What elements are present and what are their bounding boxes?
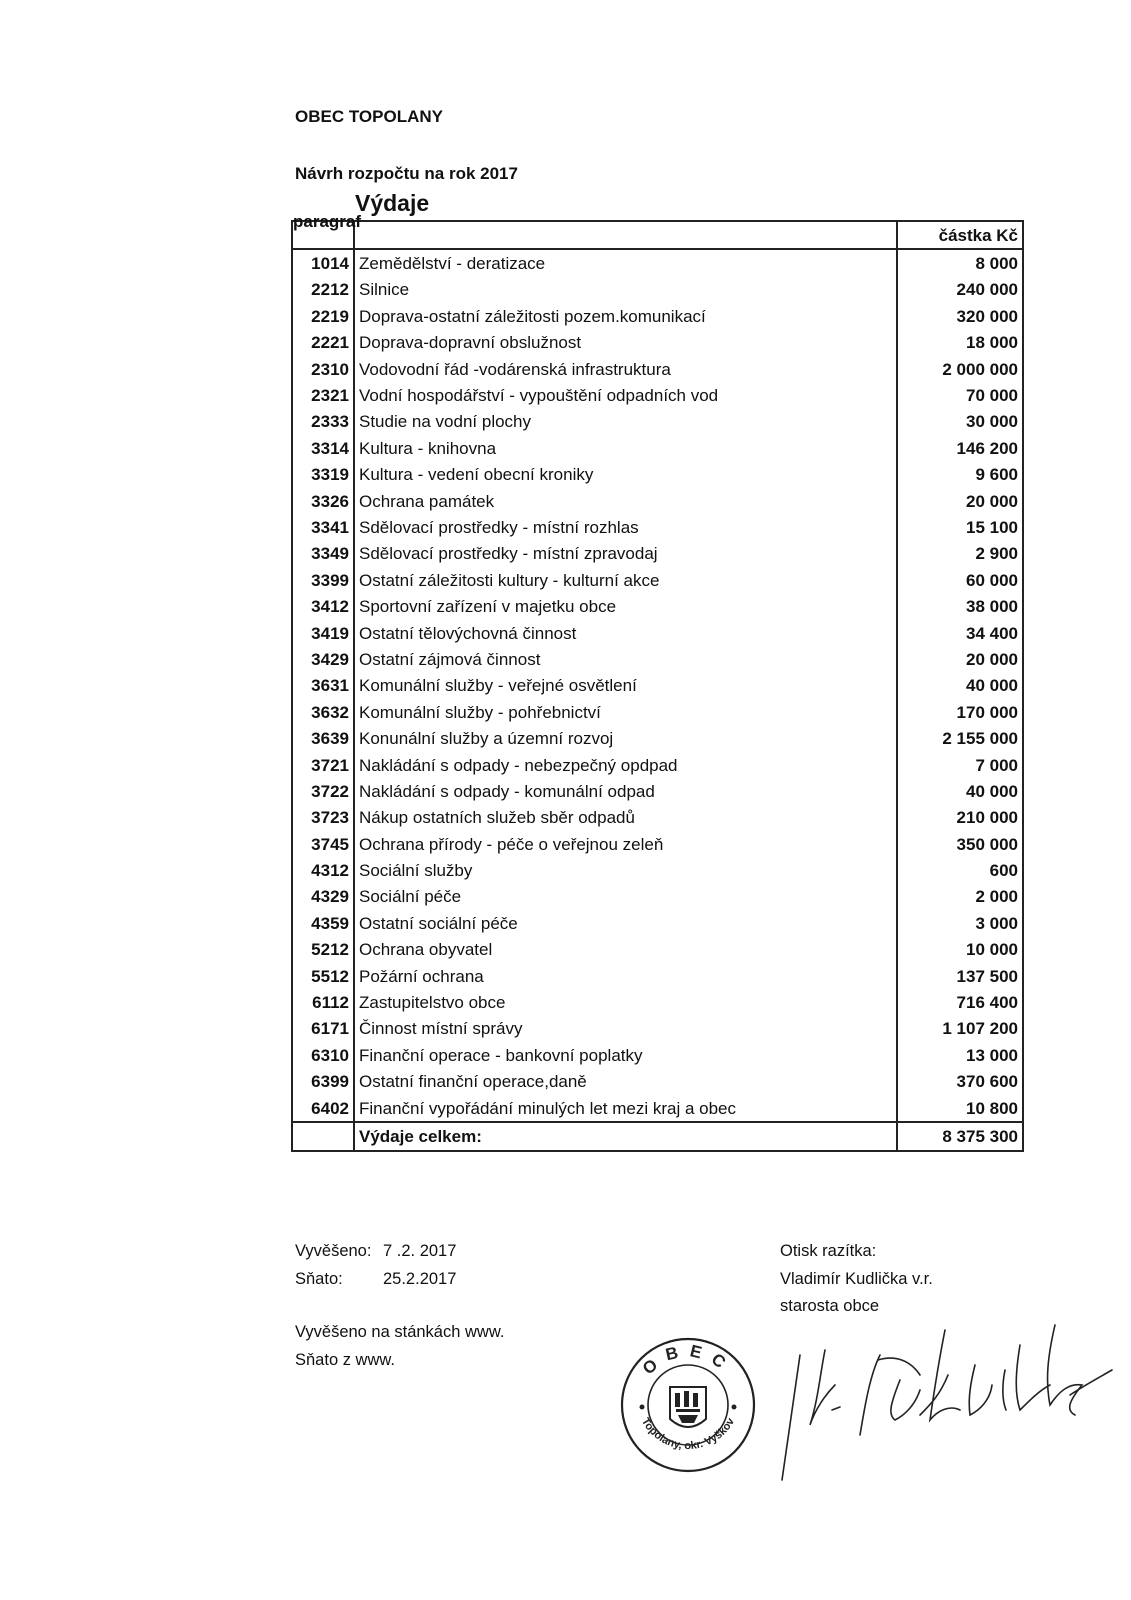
table-row — [292, 435, 1023, 461]
row-name: Finanční operace - bankovní poplatky — [354, 1042, 897, 1068]
posted-row — [295, 1238, 504, 1266]
row-amount: 7 000 — [897, 752, 1023, 778]
section-title: Výdaje — [355, 190, 430, 216]
row-code: 2321 — [292, 382, 354, 408]
header-name-cell — [354, 221, 897, 249]
row-amount: 18 000 — [897, 330, 1023, 356]
table-row — [292, 910, 1023, 936]
row-amount: 716 400 — [897, 989, 1023, 1015]
row-code: 3341 — [292, 514, 354, 540]
row-name: Požární ochrana — [354, 963, 897, 989]
row-code: 1014 — [292, 249, 354, 276]
row-name: Doprava-dopravní obslužnost — [354, 330, 897, 356]
stamp-label: Otisk razítka: — [780, 1242, 877, 1260]
row-amount: 320 000 — [897, 303, 1023, 329]
table-row — [292, 462, 1023, 488]
row-amount: 20 000 — [897, 488, 1023, 514]
signature-info — [780, 1238, 933, 1321]
row-code: 3631 — [292, 673, 354, 699]
row-name: Komunální služby - veřejné osvětlení — [354, 673, 897, 699]
row-code: 3429 — [292, 646, 354, 672]
table-row — [292, 277, 1023, 303]
row-name: Zastupitelstvo obce — [354, 989, 897, 1015]
row-code: 6171 — [292, 1016, 354, 1042]
total-row — [292, 1122, 1023, 1150]
row-name: Nakládání s odpady - nebezpečný opdpad — [354, 752, 897, 778]
row-code: 6310 — [292, 1042, 354, 1068]
row-amount: 30 000 — [897, 409, 1023, 435]
table-row — [292, 593, 1023, 619]
row-amount: 3 000 — [897, 910, 1023, 936]
row-amount: 38 000 — [897, 593, 1023, 619]
row-name: Sdělovací prostředky - místní rozhlas — [354, 514, 897, 540]
row-code: 2219 — [292, 303, 354, 329]
row-name: Činnost místní správy — [354, 1016, 897, 1042]
table-row — [292, 382, 1023, 408]
table-row — [292, 752, 1023, 778]
row-name: Silnice — [354, 277, 897, 303]
row-amount: 15 100 — [897, 514, 1023, 540]
row-name: Konunální služby a územní rozvoj — [354, 725, 897, 751]
row-code: 3349 — [292, 541, 354, 567]
row-code: 4329 — [292, 884, 354, 910]
table-row — [292, 541, 1023, 567]
table-row — [292, 567, 1023, 593]
row-amount: 60 000 — [897, 567, 1023, 593]
row-code: 3721 — [292, 752, 354, 778]
row-name: Sociální služby — [354, 857, 897, 883]
posting-info — [295, 1238, 504, 1374]
row-amount: 9 600 — [897, 462, 1023, 488]
row-amount: 10 800 — [897, 1095, 1023, 1122]
row-code: 3722 — [292, 778, 354, 804]
row-code: 3745 — [292, 831, 354, 857]
row-code: 3639 — [292, 725, 354, 751]
municipal-stamp-icon — [618, 1335, 758, 1475]
stamp-top-text: OBEC — [639, 1341, 737, 1379]
row-code: 3419 — [292, 620, 354, 646]
row-code: 6402 — [292, 1095, 354, 1122]
table-row — [292, 1095, 1023, 1122]
table-row — [292, 699, 1023, 725]
row-amount: 40 000 — [897, 673, 1023, 699]
row-amount: 8 000 — [897, 249, 1023, 276]
row-code: 2310 — [292, 356, 354, 382]
row-code: 6399 — [292, 1069, 354, 1095]
header-paragraf: paragraf — [293, 212, 362, 231]
table-row — [292, 514, 1023, 540]
row-name: Ochrana přírody - péče o veřejnou zeleň — [354, 831, 897, 857]
removed-label: Sňato: — [295, 1269, 343, 1288]
posted-date: 7 .2. 2017 — [383, 1242, 457, 1260]
table-row — [292, 1016, 1023, 1042]
row-amount: 210 000 — [897, 805, 1023, 831]
row-code: 3399 — [292, 567, 354, 593]
table-header-row — [292, 221, 1023, 249]
row-name: Kultura - knihovna — [354, 435, 897, 461]
row-name: Sociální péče — [354, 884, 897, 910]
table-row — [292, 1069, 1023, 1095]
signer-role: starosta obce — [780, 1297, 880, 1315]
row-name: Finanční vypořádání minulých let mezi kraj a obec — [354, 1095, 897, 1122]
row-name: Ostatní sociální péče — [354, 910, 897, 936]
row-code: 3326 — [292, 488, 354, 514]
row-code: 3412 — [292, 593, 354, 619]
signature-icon — [770, 1315, 1115, 1485]
row-name: Ostatní záležitosti kultury - kulturní akce — [354, 567, 897, 593]
row-name: Vodní hospodářství - vypouštění odpadních vod — [354, 382, 897, 408]
table-row — [292, 488, 1023, 514]
row-amount: 34 400 — [897, 620, 1023, 646]
budget-subtitle: Návrh rozpočtu na rok 2017 — [295, 164, 518, 183]
row-amount: 1 107 200 — [897, 1016, 1023, 1042]
row-code: 4359 — [292, 910, 354, 936]
total-code-cell — [292, 1122, 354, 1150]
table-row — [292, 249, 1023, 276]
row-amount: 13 000 — [897, 1042, 1023, 1068]
row-name: Ostatní zájmová činnost — [354, 646, 897, 672]
row-name: Sdělovací prostředky - místní zpravodaj — [354, 541, 897, 567]
row-amount: 70 000 — [897, 382, 1023, 408]
total-label: Výdaje celkem: — [354, 1122, 897, 1150]
table-row — [292, 937, 1023, 963]
row-code: 3632 — [292, 699, 354, 725]
row-name: Zemědělství - deratizace — [354, 249, 897, 276]
municipality-title: OBEC TOPOLANY — [295, 107, 443, 126]
table-row — [292, 857, 1023, 883]
header-amount: částka Kč — [897, 221, 1023, 249]
row-code: 3723 — [292, 805, 354, 831]
table-row — [292, 330, 1023, 356]
row-name: Ostatní finanční operace,daně — [354, 1069, 897, 1095]
removed-row — [295, 1266, 504, 1294]
stamp-bottom-text: Topolany, okr. Vyškov — [638, 1416, 738, 1453]
row-code: 2212 — [292, 277, 354, 303]
row-code: 2333 — [292, 409, 354, 435]
row-amount: 350 000 — [897, 831, 1023, 857]
row-amount: 370 600 — [897, 1069, 1023, 1095]
header-paragraf-cell — [292, 212, 362, 249]
table-row — [292, 673, 1023, 699]
table-row — [292, 989, 1023, 1015]
row-amount: 2 000 000 — [897, 356, 1023, 382]
row-amount: 2 155 000 — [897, 725, 1023, 751]
row-amount: 600 — [897, 857, 1023, 883]
table-row — [292, 831, 1023, 857]
table-row — [292, 884, 1023, 910]
row-name: Ostatní tělovýchovná činnost — [354, 620, 897, 646]
table-row — [292, 805, 1023, 831]
row-name: Ochrana obyvatel — [354, 937, 897, 963]
row-name: Vodovodní řád -vodárenská infrastruktura — [354, 356, 897, 382]
posted-label: Vyvěšeno: — [295, 1242, 372, 1260]
row-amount: 137 500 — [897, 963, 1023, 989]
removed-date: 25.2.2017 — [383, 1269, 457, 1288]
total-amount: 8 375 300 — [897, 1122, 1023, 1150]
svg-text:OBEC — [639, 1341, 737, 1378]
row-name: Nákup ostatních služeb sběr odpadů — [354, 805, 897, 831]
row-amount: 40 000 — [897, 778, 1023, 804]
table-row — [292, 303, 1023, 329]
row-name: Doprava-ostatní záležitosti pozem.komunikací — [354, 303, 897, 329]
row-amount: 240 000 — [897, 277, 1023, 303]
table-row — [292, 1042, 1023, 1068]
row-name: Ochrana památek — [354, 488, 897, 514]
row-amount: 146 200 — [897, 435, 1023, 461]
row-name: Komunální služby - pohřebnictví — [354, 699, 897, 725]
table-row — [292, 409, 1023, 435]
table-row — [292, 778, 1023, 804]
table-row — [292, 646, 1023, 672]
table-row — [292, 620, 1023, 646]
row-amount: 170 000 — [897, 699, 1023, 725]
row-code: 4312 — [292, 857, 354, 883]
row-code: 3319 — [292, 462, 354, 488]
row-code: 5512 — [292, 963, 354, 989]
row-code: 6112 — [292, 989, 354, 1015]
row-code: 3314 — [292, 435, 354, 461]
row-amount: 2 000 — [897, 884, 1023, 910]
table-row — [292, 356, 1023, 382]
row-name: Sportovní zařízení v majetku obce — [354, 593, 897, 619]
row-amount: 2 900 — [897, 541, 1023, 567]
budget-table — [291, 212, 1024, 1152]
table-row — [292, 963, 1023, 989]
row-code: 5212 — [292, 937, 354, 963]
signer-name: Vladimír Kudlička v.r. — [780, 1269, 933, 1288]
row-amount: 20 000 — [897, 646, 1023, 672]
web-removed: Sňato z www. — [295, 1350, 395, 1369]
row-code: 2221 — [292, 330, 354, 356]
row-name: Studie na vodní plochy — [354, 409, 897, 435]
row-name: Nakládání s odpady - komunální odpad — [354, 778, 897, 804]
table-row — [292, 725, 1023, 751]
row-name: Kultura - vedení obecní kroniky — [354, 462, 897, 488]
budget-table-body — [292, 212, 1023, 1151]
web-posted: Vyvěšeno na stánkách www. — [295, 1323, 505, 1341]
row-amount: 10 000 — [897, 937, 1023, 963]
